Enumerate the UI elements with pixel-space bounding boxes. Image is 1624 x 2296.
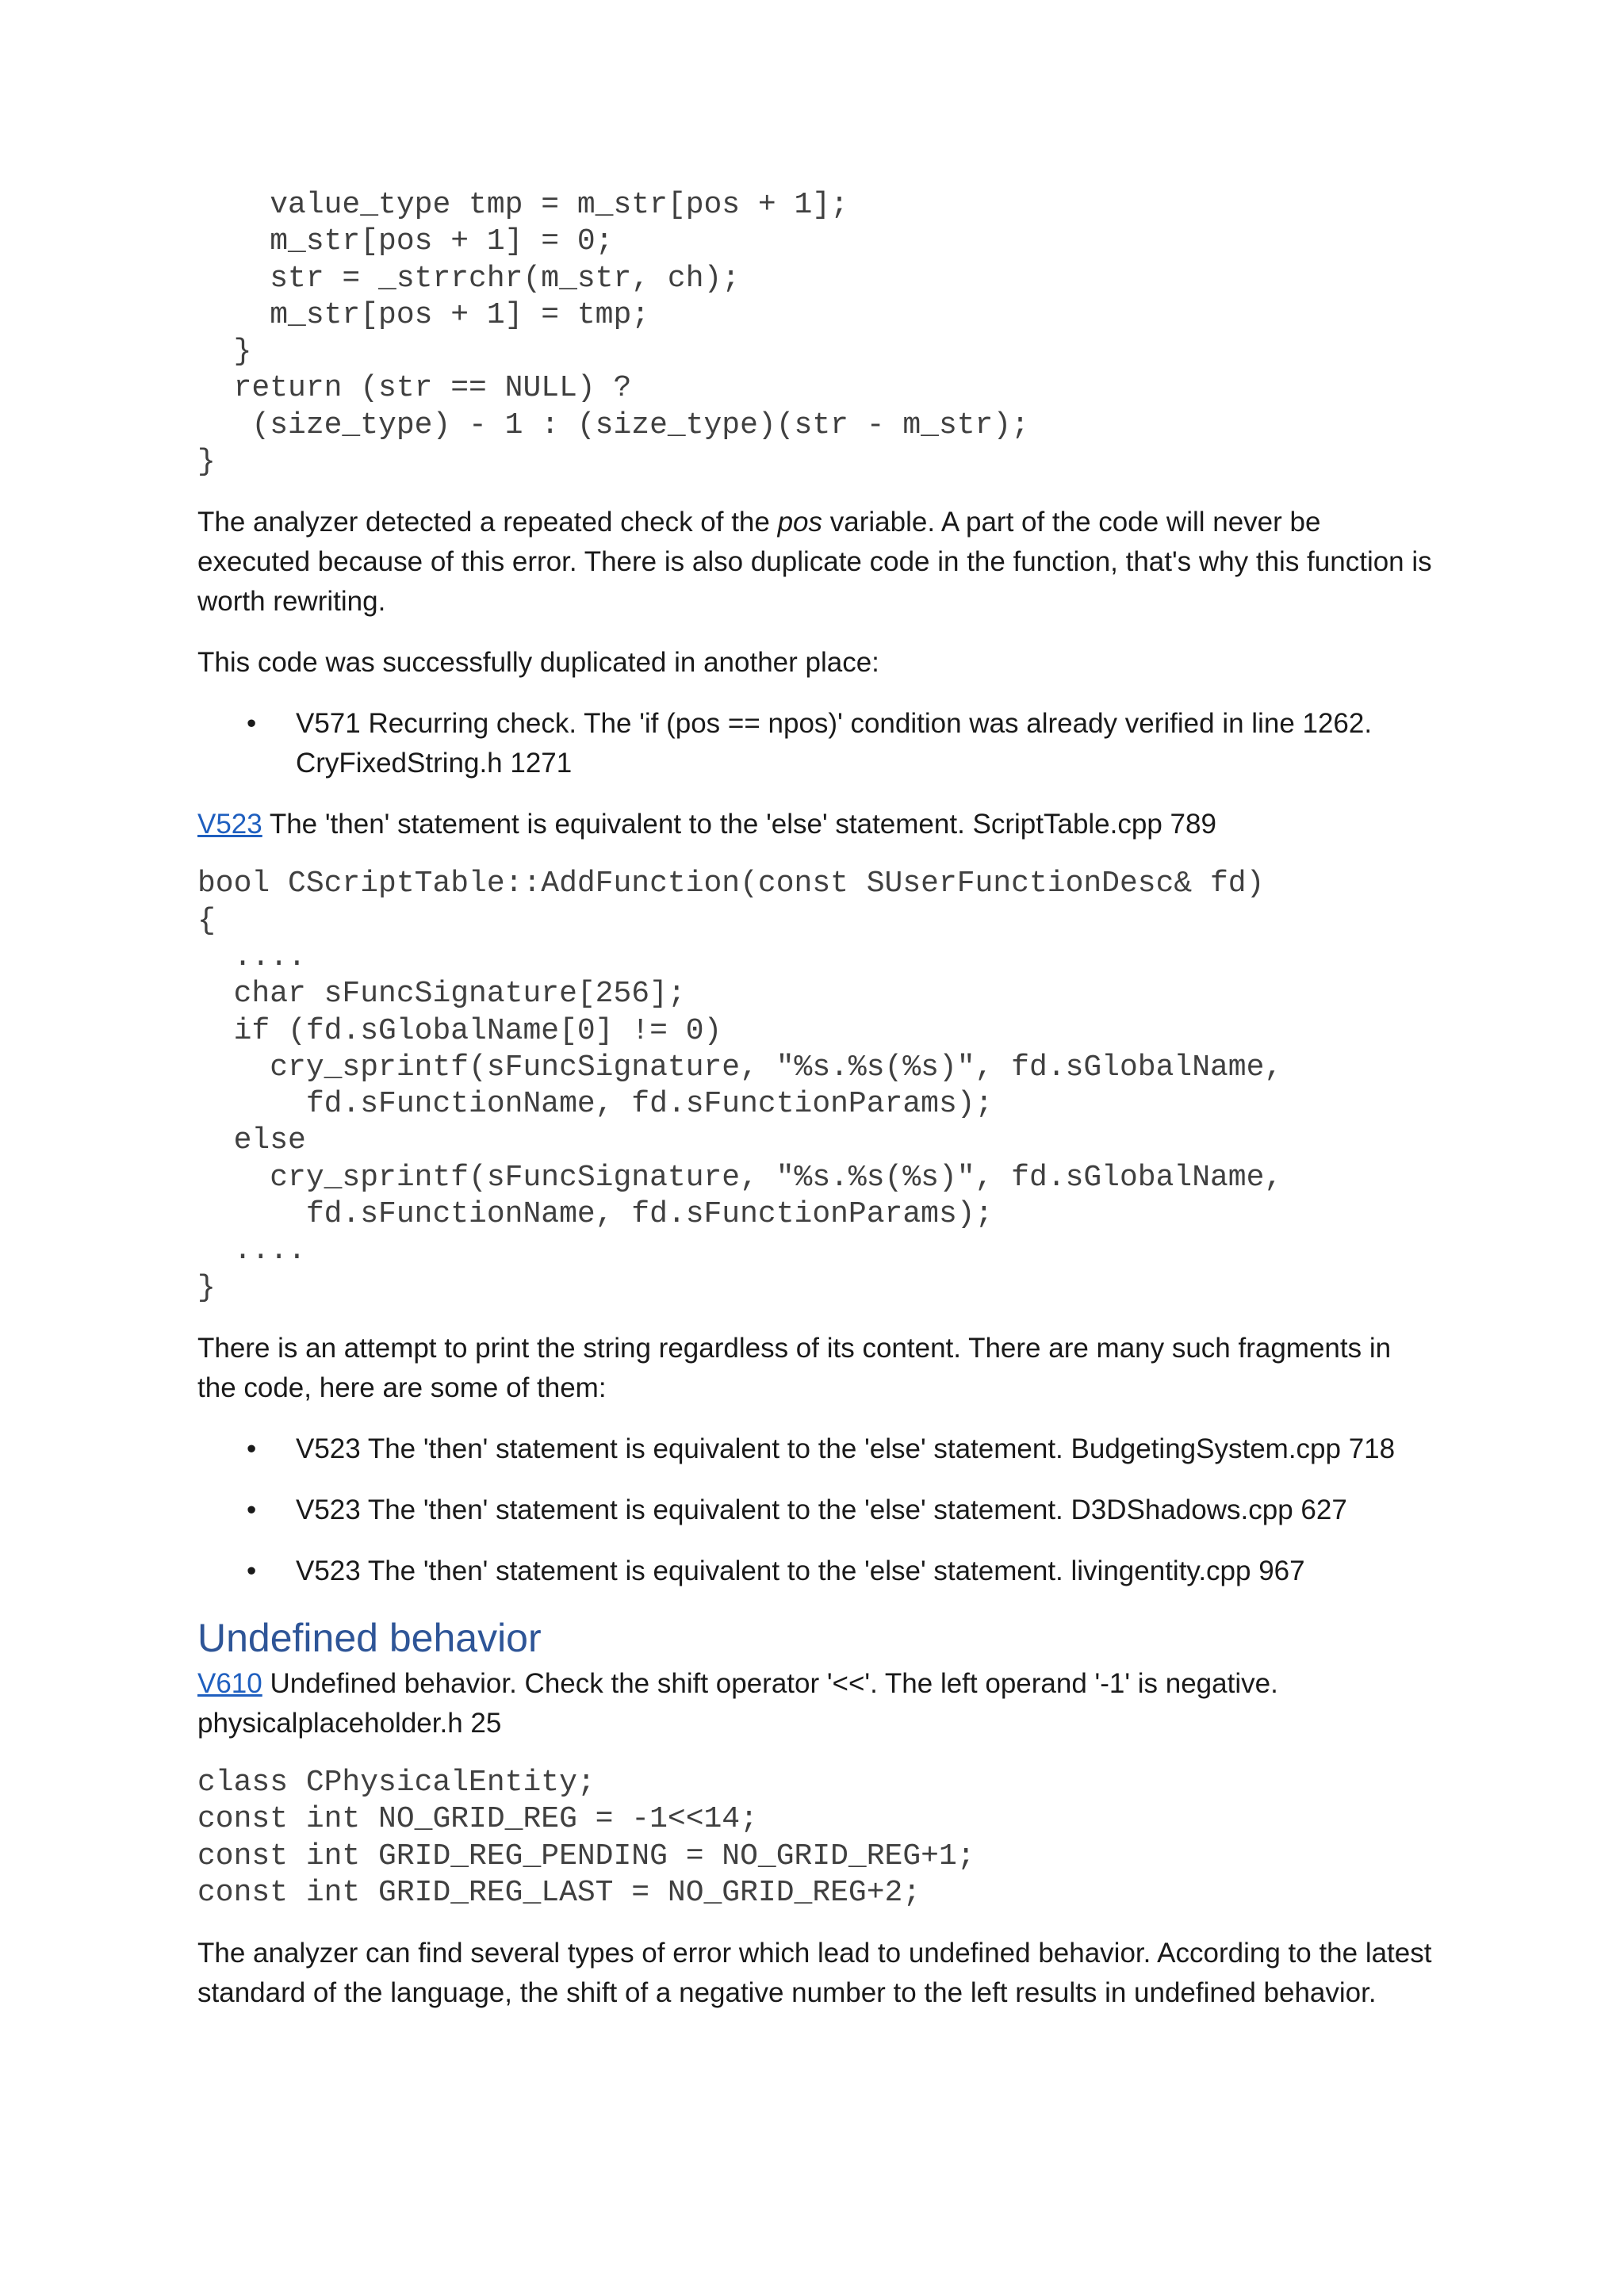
paragraph-undefined-behavior: The analyzer can find several types of error which lead to undefined behavior. According to the latest standard of the language, the shift of a negative number to the left results in undefined behavior. <box>197 1938 1432 2009</box>
bullet-icon: • <box>247 708 257 740</box>
bullet-icon: • <box>247 1433 257 1464</box>
list-then-else <box>197 1429 1434 1591</box>
diagnostic-v523: V523 The 'then' statement is equivalent to the 'else' statement. ScriptTable.cpp 789 <box>197 809 1216 840</box>
section-heading: Undefined behavior <box>197 1615 542 1660</box>
paragraph-print-attempt: There is an attempt to print the string regardless of its content. There are many such fragments in the code, here are some of them: <box>197 1332 1392 1403</box>
code-line: if (fd.sGlobalName[0] != 0) <box>197 1013 722 1048</box>
code-line: return (str == NULL) ? <box>197 371 632 406</box>
code-line: { <box>197 903 216 938</box>
code-block-add-function <box>197 866 1434 1307</box>
code-line: } <box>197 445 216 480</box>
code-line: fd.sFunctionName, fd.sFunctionParams); <box>197 1087 994 1122</box>
code-line: cry_sprintf(sFuncSignature, "%s.%s(%s)", fd.sGlobalName, <box>197 1050 1283 1085</box>
code-line: value_type tmp = m_str[pos + 1]; <box>197 188 848 222</box>
list-item: • V523 The 'then' statement is equivalent to the 'else' statement. BudgetingSystem.cpp 718 <box>197 1429 1434 1469</box>
paragraph-repeated-check: The analyzer detected a repeated check of the pos variable. A part of the code will never be executed because of this error. There is also duplicate code in the function, that's why this function is worth rewriting. <box>197 507 1432 618</box>
bullet-icon: • <box>247 1494 257 1525</box>
page-content <box>197 187 1434 2013</box>
list-item: • V571 Recurring check. The 'if (pos == npos)' condition was already verified in line 1262. CryFixedString.h 1271 <box>197 704 1434 783</box>
paragraph-duplicated: This code was successfully duplicated in another place: <box>197 647 879 679</box>
code-line: .... <box>197 1234 306 1269</box>
code-line: } <box>197 335 252 369</box>
code-line: m_str[pos + 1] = tmp; <box>197 297 650 332</box>
list-item: • V523 The 'then' statement is equivalent to the 'else' statement. livingentity.cpp 967 <box>197 1552 1434 1591</box>
code-line: const int NO_GRID_REG = -1<<14; <box>197 1802 758 1837</box>
code-line: (size_type) - 1 : (size_type)(str - m_str); <box>197 408 1029 442</box>
code-line: m_str[pos + 1] = 0; <box>197 224 614 259</box>
code-line: class CPhysicalEntity; <box>197 1765 596 1800</box>
code-line: const int GRID_REG_LAST = NO_GRID_REG+2; <box>197 1875 921 1910</box>
code-line: cry_sprintf(sFuncSignature, "%s.%s(%s)", fd.sGlobalName, <box>197 1160 1283 1195</box>
code-block-fixed-string <box>197 187 1434 480</box>
code-line: .... <box>197 939 306 974</box>
list-item: • V523 The 'then' statement is equivalent to the 'else' statement. D3DShadows.cpp 627 <box>197 1490 1434 1530</box>
code-line: bool CScriptTable::AddFunction(const SUserFunctionDesc& fd) <box>197 867 1265 901</box>
code-line: char sFuncSignature[256]; <box>197 977 686 1012</box>
bullet-icon: • <box>247 1555 257 1586</box>
code-line: else <box>197 1123 306 1158</box>
code-line: const int GRID_REG_PENDING = NO_GRID_REG+1; <box>197 1839 975 1873</box>
diagnostic-link-v610[interactable]: V610 <box>197 1667 262 1699</box>
code-line: str = _strrchr(m_str, ch); <box>197 261 741 296</box>
code-block-physical-entity <box>197 1765 1434 1911</box>
code-line: fd.sFunctionName, fd.sFunctionParams); <box>197 1197 994 1232</box>
diagnostic-v610: V610 Undefined behavior. Check the shift operator '<<'. The left operand '-1' is negative. physicalplaceholder.h 25 <box>197 1667 1278 1739</box>
list-recurring-check <box>197 704 1434 783</box>
diagnostic-link-v523[interactable]: V523 <box>197 809 262 840</box>
variable-name: pos <box>777 507 823 538</box>
code-line: } <box>197 1270 216 1305</box>
